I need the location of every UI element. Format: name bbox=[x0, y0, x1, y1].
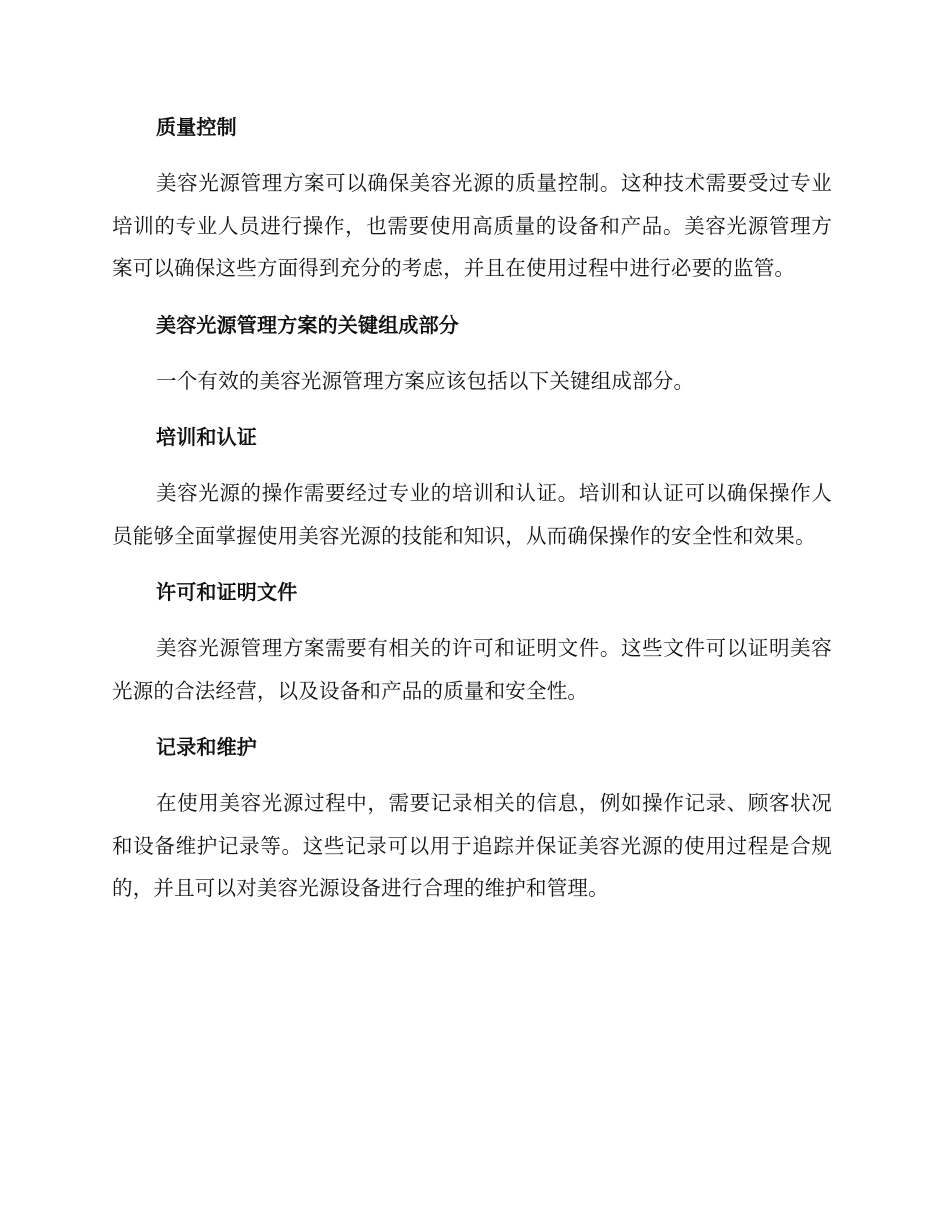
section-key-components bbox=[112, 306, 832, 403]
section-heading: 许可和证明文件 bbox=[156, 580, 298, 604]
section-paragraph: 美容光源的操作需要经过专业的培训和认证。培训和认证可以确保操作人员能够全面掌握使用美容光源的技能和知识，从而确保操作的安全性和效果。 bbox=[112, 481, 832, 548]
section-paragraph: 在使用美容光源过程中，需要记录相关的信息，例如操作记录、顾客状况和设备维护记录等。这些记录可以用于追踪并保证美容光源的使用过程是合规的，并且可以对美容光源设备进行合理的维护和管理。 bbox=[112, 791, 832, 900]
section-heading: 培训和认证 bbox=[156, 425, 257, 449]
section-heading: 质量控制 bbox=[156, 115, 237, 139]
section-paragraph: 一个有效的美容光源管理方案应该包括以下关键组成部分。 bbox=[156, 368, 695, 393]
section-paragraph: 美容光源管理方案需要有相关的许可和证明文件。这些文件可以证明美容光源的合法经营，以及设备和产品的质量和安全性。 bbox=[112, 636, 832, 703]
section-training-certification bbox=[112, 418, 832, 557]
section-licenses-documents bbox=[112, 573, 832, 712]
document-page bbox=[112, 108, 832, 926]
section-quality-control bbox=[112, 108, 832, 290]
section-heading: 美容光源管理方案的关键组成部分 bbox=[156, 312, 459, 337]
section-heading: 记录和维护 bbox=[156, 735, 257, 759]
section-paragraph: 美容光源管理方案可以确保美容光源的质量控制。这种技术需要受过专业培训的专业人员进行操作，也需要使用高质量的设备和产品。美容光源管理方案可以确保这些方面得到充分的考虑，并且在使用过程中进行必要的监管。 bbox=[112, 171, 832, 280]
section-records-maintenance bbox=[112, 728, 832, 910]
